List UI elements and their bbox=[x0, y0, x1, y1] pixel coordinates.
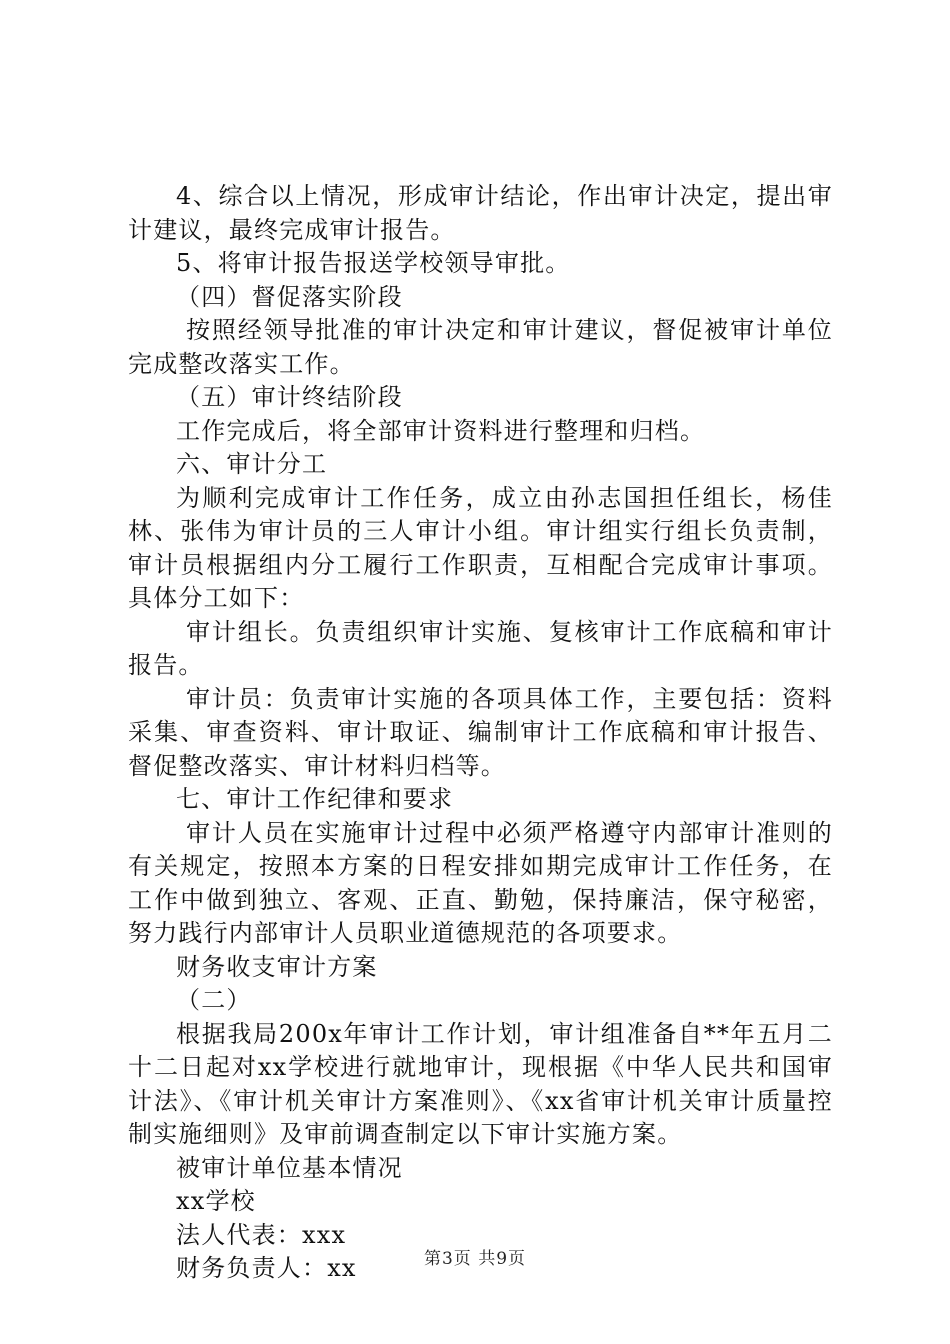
paragraph-step-5: 5、将审计报告报送学校领导审批。 bbox=[176, 249, 571, 277]
heading-financial-audit-plan: 财务收支审计方案 bbox=[176, 952, 378, 981]
legal-representative: 法人代表：xxx bbox=[176, 1220, 347, 1249]
heading-supervision-stage: （四）督促落实阶段 bbox=[176, 282, 403, 311]
paragraph-audit-team: 为顺利完成审计工作任务，成立由孙志国担任组长，杨佳林、张伟为审计员的三人审计小组。审计组实行组长负责制，审计员根据组内分工履行工作职责，互相配合完成审计事项。具体分工如下： bbox=[128, 483, 833, 612]
heading-audit-division: 六、审计分工 bbox=[176, 450, 328, 478]
paragraph-audit-basis: 根据我局200x年审计工作计划，审计组准备自**年五月二十二日起对xx学校进行就地审计，现根据《中华人民共和国审计法》、《审计机关审计方案准则》、《xx省审计机关审计质量控制实施细则》及审前调查制定以下审计实施方案。 bbox=[128, 1019, 833, 1148]
document-body bbox=[128, 180, 833, 1286]
paragraph-termination: 工作完成后，将全部审计资料进行整理和归档。 bbox=[176, 416, 706, 445]
finance-manager: 财务负责人：xx bbox=[176, 1254, 357, 1282]
unit-name: xx学校 bbox=[176, 1187, 256, 1215]
paragraph-team-leader: 审计组长。负责组织审计实施、复核审计工作底稿和审计报告。 bbox=[128, 617, 833, 679]
page-number-footer: 第3页 共9页 bbox=[423, 1249, 527, 1269]
paragraph-discipline: 审计人员在实施审计过程中必须严格遵守内部审计准则的有关规定，按照本方案的日程安排如期完成审计工作任务，在工作中做到独立、客观、正直、勤勉，保持廉洁，保守秘密，努力践行内部审计人员职业道德规范的各项要求。 bbox=[128, 818, 833, 947]
paragraph-auditor-duties: 审计员：负责审计实施的各项具体工作，主要包括：资料采集、审查资料、审计取证、编制审计工作底稿和审计报告、督促整改落实、审计材料归档等。 bbox=[128, 684, 833, 780]
paragraph-step-4: 4、综合以上情况，形成审计结论，作出审计决定，提出审计建议，最终完成审计报告。 bbox=[128, 182, 833, 244]
heading-unit-info: 被审计单位基本情况 bbox=[176, 1153, 403, 1182]
heading-termination-stage: （五）审计终结阶段 bbox=[176, 383, 403, 411]
heading-discipline: 七、审计工作纪律和要求 bbox=[176, 785, 454, 813]
paragraph-supervision: 按照经领导批准的审计决定和审计建议，督促被审计单位完成整改落实工作。 bbox=[128, 316, 833, 378]
heading-section-two: （二） bbox=[176, 986, 252, 1014]
